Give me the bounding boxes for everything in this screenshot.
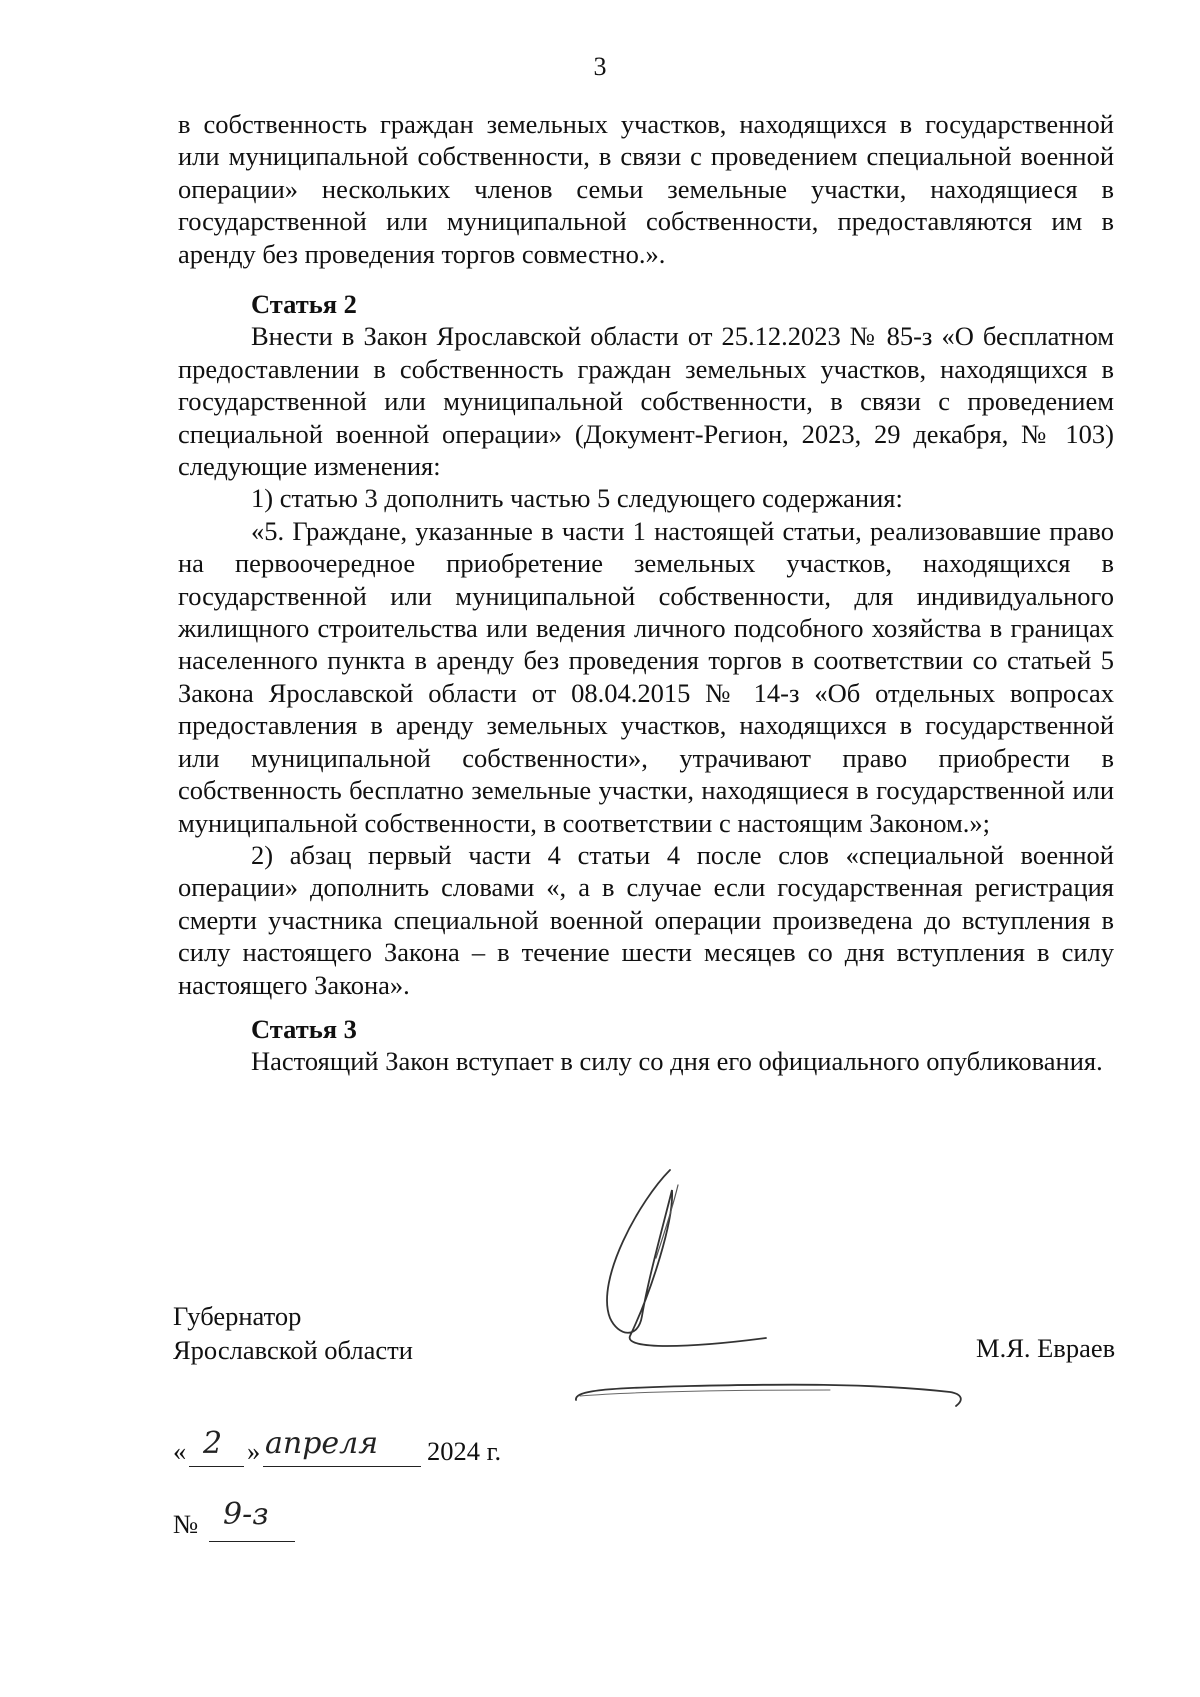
signatory-title (173, 1299, 413, 1367)
article-3-heading: Статья 3 (251, 1014, 357, 1044)
date-month: апреля (265, 1426, 379, 1461)
page-number: 3 (593, 52, 607, 81)
date-year: 2024 г. (427, 1436, 502, 1466)
handwritten-signature (570, 1140, 1050, 1410)
signatory-title-line-1: Губернатор (173, 1301, 302, 1331)
number-sign: № (173, 1509, 199, 1539)
article-2-paragraph-4: 2) абзац первый части 4 статьи 4 после слов «специальной военной операции» дополнить словами «, а в случае если государственная регистрация смерти участника специальной военной операции произведена до вступления в силу настоящего Закона – в течение шести месяцев со дня вступления в силу настоящего Закона». (178, 839, 1114, 1000)
article-3-paragraph-1: Настоящий Закон вступает в силу со дня его официального опубликования. (251, 1046, 1103, 1077)
article-3 (178, 1013, 1114, 1078)
article-2-paragraph-1: Внести в Закон Ярославской области от 25.12.2023 № 85-з «О бесплатном предоставлении в собственность граждан земельных участков, находящихся в государственной или муниципальной собственности, в связи с проведением специальной военной операции» (Документ-Регион, 2023, 29 декабря, № 103) следующие изменения: (178, 321, 1114, 482)
signing-date (173, 1426, 593, 1476)
number-underline (209, 1509, 295, 1542)
date-close-quote: » (247, 1436, 261, 1466)
continuation-paragraph: в собственность граждан земельных участков, находящихся в государственной или муниципальной собственности, в связи с проведением специальной военной операции» нескольких членов семьи земельные участки, находящиеся в государственной или муниципальной собственности, предоставляются им в аренду без проведения торгов совместно.». (178, 109, 1114, 269)
date-open-quote: « (173, 1436, 187, 1466)
article-2-heading: Статья 2 (251, 289, 357, 319)
continuation-text (178, 108, 1114, 270)
date-month-underline (263, 1434, 421, 1467)
signatory-name: М.Я. Евраев (976, 1333, 1116, 1363)
date-day: 2 (203, 1426, 223, 1461)
article-2 (178, 288, 1114, 1001)
date-day-underline (189, 1434, 244, 1467)
number-value: 9-з (223, 1497, 269, 1532)
article-2-paragraph-3: «5. Граждане, указанные в части 1 настоящей статьи, реализовавшие право на первоочередное приобретение земельных участков, находящихся в государственной или муниципальной собственности, для индивидуального жилищного строительства или ведения личного подсобного хозяйства в границах населенного пункта в аренду без проведения торгов в соответствии со статьей 5 Закона Ярославской области от 08.04.2015 № 14-з «Об отдельных вопросах предоставления в аренду земельных участков, находящихся в государственной или муниципальной собственности», утрачивают право приобрести в собственность бесплатно земельные участки, находящиеся в государственной или муниципальной собственности, в соответствии с настоящим Законом.»; (178, 515, 1114, 838)
article-2-paragraph-2: 1) статью 3 дополнить частью 5 следующего содержания: (251, 483, 903, 514)
law-number (173, 1497, 333, 1557)
signatory-title-line-2: Ярославской области (173, 1335, 413, 1365)
